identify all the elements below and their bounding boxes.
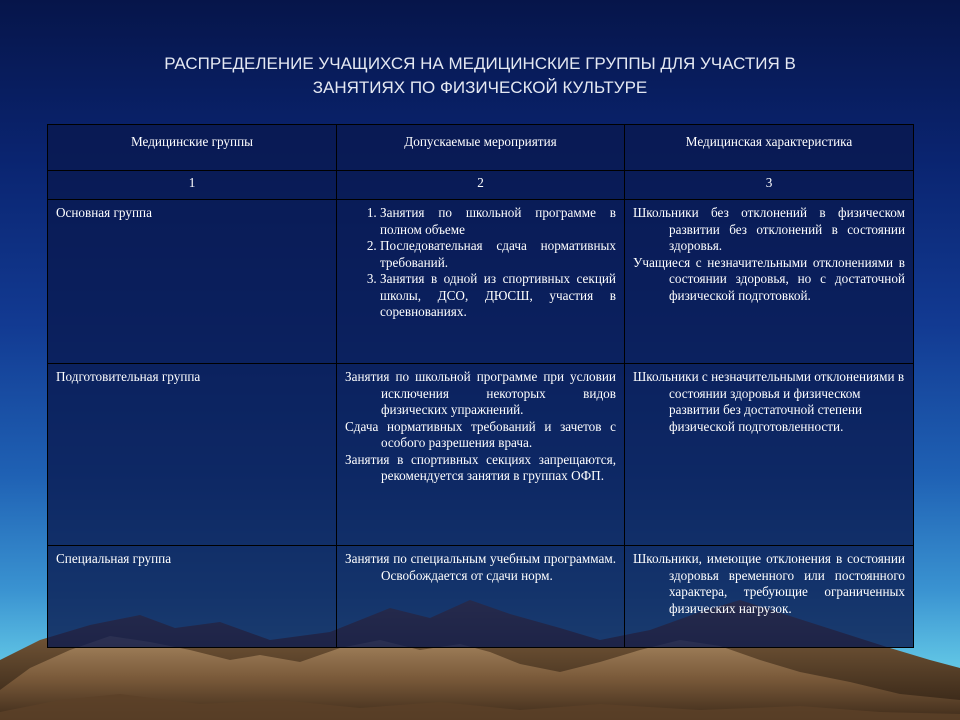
slide-title-line-1: РАСПРЕДЕЛЕНИЕ УЧАЩИХСЯ НА МЕДИЦИНСКИЕ ГРУППЫ ДЛЯ УЧАСТИЯ В xyxy=(164,54,796,73)
slide-title-line-2: ЗАНЯТИЯХ ПО ФИЗИЧЕСКОЙ КУЛЬТУРЕ xyxy=(312,78,648,97)
activity-paragraph: Сдача нормативных требований и зачетов с особого разрешения врача. xyxy=(345,418,616,450)
characteristic-paragraph: Школьники с незначительными отклонениями в состоянии здоровья и физическом развитии без достаточной степени физической подготовленности. xyxy=(633,369,905,434)
activities-cell xyxy=(337,546,625,648)
activities-list xyxy=(345,205,616,321)
activity-paragraph: Занятия по школьной программе при условии исключения некоторых видов физических упражнений. xyxy=(345,369,616,417)
medical-groups-table xyxy=(47,124,914,648)
column-number-3: 3 xyxy=(625,171,914,200)
characteristic-paragraph: Учащиеся с незначительными отклонениями в состоянии здоровья, но с достаточной физической подготовкой. xyxy=(633,254,905,303)
column-number-2: 2 xyxy=(337,171,625,200)
characteristic-cell xyxy=(625,364,914,546)
activity-paragraph: Занятия по специальным учебным программам. Освобождается от сдачи норм. xyxy=(345,551,616,583)
activities-cell xyxy=(337,200,625,364)
table-header-row xyxy=(48,125,914,171)
activities-cell xyxy=(337,364,625,546)
activity-item: 2. Последовательная сдача нормативных требований. xyxy=(380,238,616,271)
header-allowed-activities: Допускаемые мероприятия xyxy=(337,125,625,171)
characteristic-cell xyxy=(625,546,914,648)
activity-item: 1. Занятия по школьной программе в полном объеме xyxy=(380,205,616,238)
column-number-row xyxy=(48,171,914,200)
slide-title xyxy=(40,52,920,100)
group-name: Специальная группа xyxy=(48,546,337,648)
group-name: Основная группа xyxy=(48,200,337,364)
header-medical-groups: Медицинские группы xyxy=(48,125,337,171)
activity-item: 3. Занятия в одной из спортивных секций школы, ДСО, ДЮСШ, участия в соревнованиях. xyxy=(380,271,616,321)
column-number-1: 1 xyxy=(48,171,337,200)
characteristic-paragraph: Школьники без отклонений в физическом развитии без отклонений в состоянии здоровья. xyxy=(633,205,905,253)
table-row-special-group xyxy=(48,546,914,648)
group-name: Подготовительная группа xyxy=(48,364,337,546)
activity-paragraph: Занятия в спортивных секциях запрещаются, рекомендуется занятия в группах ОФП. xyxy=(345,451,616,483)
characteristic-cell xyxy=(625,200,914,364)
table-row-main-group xyxy=(48,200,914,364)
characteristic-paragraph: Школьники, имеющие отклонения в состоянии здоровья временного или постоянного характера, требующие ограниченных физических нагрузок. xyxy=(633,551,905,616)
header-medical-characteristic: Медицинская характеристика xyxy=(625,125,914,171)
table-row-preparatory-group xyxy=(48,364,914,546)
